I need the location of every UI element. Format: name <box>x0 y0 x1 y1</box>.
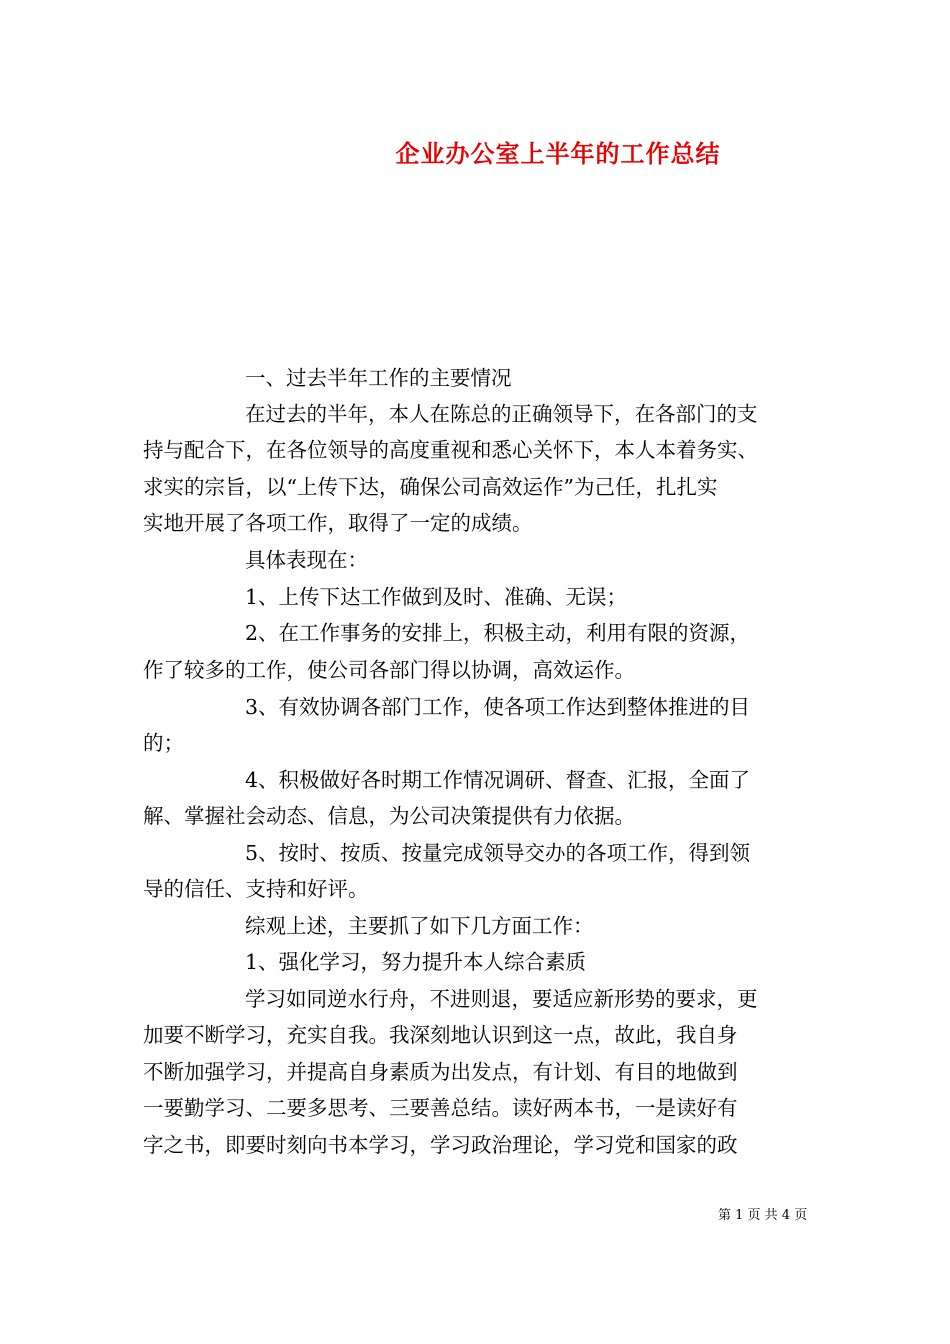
body-line: 持与配合下，在各位领导的高度重视和悉心关怀下，本人本着务实、 <box>143 438 758 462</box>
list-item: 5、按时、按质、按量完成领导交办的各项工作，得到领 <box>245 841 751 865</box>
list-item: 2、在工作事务的安排上，积极主动，利用有限的资源， <box>245 621 751 645</box>
body-line: 的； <box>143 731 184 755</box>
body-line: 具体表现在： <box>245 548 368 572</box>
body-line: 在过去的半年，本人在陈总的正确领导下，在各部门的支 <box>245 402 758 426</box>
body-line: 作了较多的工作，使公司各部门得以协调，高效运作。 <box>143 658 635 682</box>
body-line: 求实的宗旨，以“上传下达，确保公司高效运作”为己任，扎扎实 <box>143 475 718 499</box>
body-line: 综观上述，主要抓了如下几方面工作： <box>245 914 594 938</box>
body-line: 字之书，即要时刻向书本学习，学习政治理论，学习党和国家的政 <box>143 1133 738 1157</box>
body-line: 学习如同逆水行舟，不进则退，要适应新形势的要求，更 <box>245 987 758 1011</box>
body-line: 实地开展了各项工作，取得了一定的成绩。 <box>143 511 533 535</box>
list-item: 3、有效协调各部门工作，使各项工作达到整体推进的目 <box>245 695 751 719</box>
list-item: 4、积极做好各时期工作情况调研、督查、汇报，全面了 <box>245 768 751 792</box>
page-number: 第 1 页 共 4 页 <box>718 1208 808 1223</box>
body-line: 解、掌握社会动态、信息，为公司决策提供有力依据。 <box>143 804 635 828</box>
body-line: 一要勤学习、二要多思考、三要善总结。读好两本书，一是读好有 <box>143 1096 738 1120</box>
document-title: 企业办公室上半年的工作总结 <box>395 139 721 168</box>
body-line: 加要不断学习，充实自我。我深刻地认识到这一点，故此，我自身 <box>143 1023 738 1047</box>
section-heading: 一、过去半年工作的主要情况 <box>245 366 512 390</box>
body-line: 导的信任、支持和好评。 <box>143 877 369 901</box>
subsection-heading: 1、强化学习，努力提升本人综合素质 <box>245 950 587 974</box>
list-item: 1、上传下达工作做到及时、准确、无误； <box>245 585 628 609</box>
body-line: 不断加强学习，并提高自身素质为出发点，有计划、有目的地做到 <box>143 1060 738 1084</box>
